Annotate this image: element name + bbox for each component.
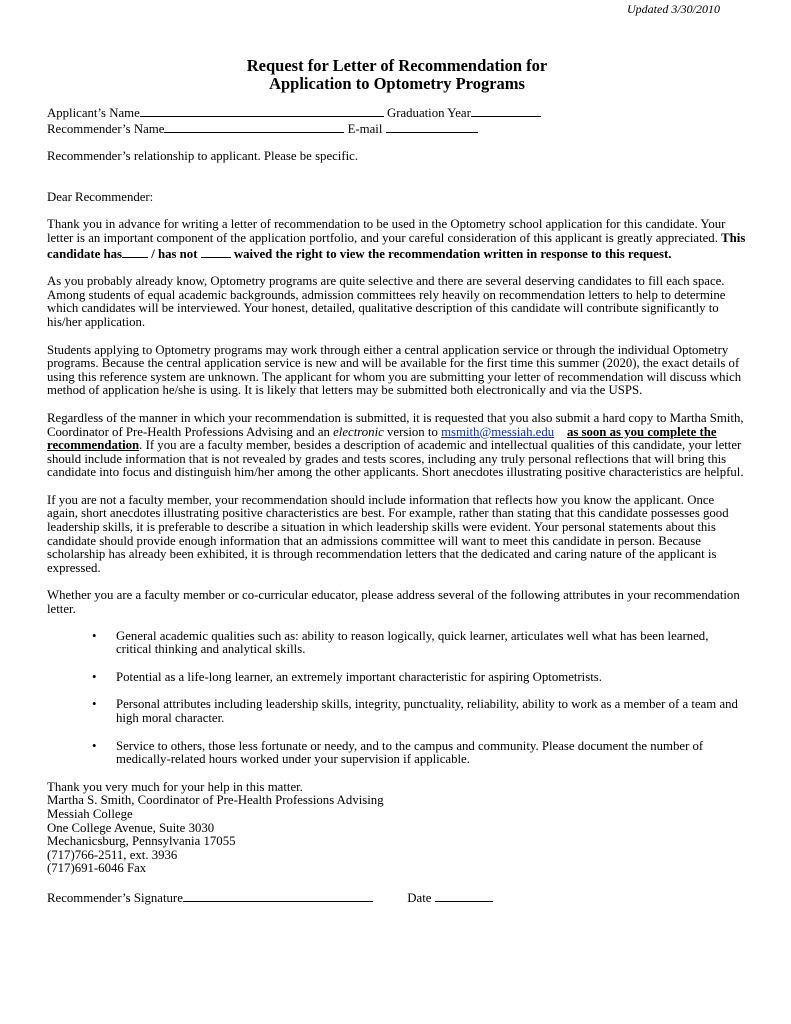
list-item: • General academic qualities such as: ability to reason logically, quick learner, articulates well what has been learned, critical thinking and analytical skills. [116,630,747,657]
paragraph-1-text: Thank you in advance for writing a letter of recommendation to be used in the Optometry school application for this candidate. Your letter is an important component of the application portfolio, and your careful consideration of this applicant is greatly appreciated. [47,217,726,245]
paragraph-1 [47,218,747,261]
relationship-prompt: Recommender’s relationship to applicant. Please be specific. [47,149,359,164]
signature-row [47,890,747,906]
date-label: Date [407,890,432,905]
closing-line: Thank you very much for your help in this matter. [47,779,303,794]
waiver-text: waived the right to view the recommendation written in response to this request. [233,246,672,261]
salutation: Dear Recommender: [47,189,154,204]
waiver-has: This candidate has [47,230,746,261]
waiver-has-blank[interactable] [122,246,148,258]
email-field[interactable] [386,121,478,133]
email-link[interactable]: msmith@messiah.edu [441,424,555,439]
closing-line: One College Avenue, Suite 3030 [47,820,215,835]
updated-date: Updated 3/30/2010 [627,2,720,16]
waiver-has-not-blank[interactable] [201,246,231,258]
attributes-list [47,630,747,767]
list-item: • Personal attributes including leadership skills, integrity, punctuality, reliability, ability to work as a member of a team and high moral character. [116,698,747,725]
date-field[interactable] [435,890,493,902]
applicant-name-label: Applicant’s Name [47,106,140,120]
graduation-year-label: Graduation Year [386,106,471,120]
waiver-has-not: / has not [151,246,198,261]
title-line-1: Request for Letter of Recommendation for [246,56,548,75]
recommender-name-label: Recommender’s Name [47,121,165,136]
closing-block [47,781,747,876]
title-line-2: Application to Optometry Programs [269,74,525,93]
recommender-row [47,121,747,137]
paragraph-2: As you probably already know, Optometry programs are quite selective and there are several deserving candidates to fill each space. Among students of equal academic backgrounds, admission committees rely heavily on recommendation letters to help to determine which candidates will be interviewed. Your honest, detailed, qualitative description of this candidate will contribute significantly to his/her application. [47,274,726,329]
list-item: • Service to others, those less fortunate or needy, and to the campus and community. Please document the number of medically-related hours worked under your supervision if applicable. [116,740,747,767]
paragraph-4-a: Regardless of the manner in which your recommendation is submitted, it is requested that you also submit a hard copy to Martha Smith, Coordinator of Pre-Health Professions Advising and an [47,410,744,439]
closing-line: (717)691-6046 Fax [47,861,147,876]
paragraph-4-c: . If you are a faculty member, besides a description of academic and intellectual qualities of this candidate, your letter should include information that is not revealed by grades and tests scores, including any truly personal reflections that will bring this candidate into focus and distinguish him/her among the other applicants. Short anecdotes illustrating positive characteristics are helpful. [47,438,744,480]
paragraph-6: Whether you are a faculty member or co-curricular educator, please address several of the following attributes in your recommendation letter. [47,588,740,617]
applicant-row [47,105,747,121]
signature-label: Recommender’s Signature [47,890,183,905]
applicant-name-field[interactable] [140,105,384,117]
list-item: • Potential as a life-long learner, an extremely important characteristic for aspiring Optometrists. [116,671,747,685]
paragraph-3: Students applying to Optometry programs may work through either a central application service or through the individual Optometry programs. Because the central application service is new and will be available for the first time this summer (2020), the exact details of using this reference system are unknown. The applicant for whom you are submitting your letter of recommendation will discuss which method of application he/she is using. It is likely that letters may be submitted both electronically and via the USPS. [47,342,742,398]
email-label: E-mail [347,121,383,136]
closing-line: Martha S. Smith, Coordinator of Pre-Health Professions Advising [47,793,384,808]
complete-notice: as soon as you complete the recommendation [47,424,717,453]
closing-line: Messiah College [47,806,133,821]
closing-line: Mechanicsburg, Pennsylvania 17055 [47,834,236,849]
paragraph-4 [47,412,747,480]
electronic-word: electronic [333,424,384,439]
paragraph-4-b: version to [387,424,438,439]
signature-field[interactable] [183,890,373,902]
closing-line: (717)766-2511, ext. 3936 [47,847,178,862]
document-page [47,42,747,906]
recommender-name-field[interactable] [164,121,344,133]
paragraph-5: If you are not a faculty member, your recommendation should include information that reflects how you know the applicant. Once again, short anecdotes illustrating positive characteristics are best. For example, rather than stating that this candidate possesses good leadership skills, it is preferable to describe a situation in which leadership skills were evident. Your personal statements about this candidate should provide enough information that an admissions committee will want to meet this candidate in person. Because scholarship has already been exhibited, it is through recommendation letters that the dedicated and caring nature of the applicant is expressed. [47,492,729,575]
graduation-year-field[interactable] [471,105,541,117]
